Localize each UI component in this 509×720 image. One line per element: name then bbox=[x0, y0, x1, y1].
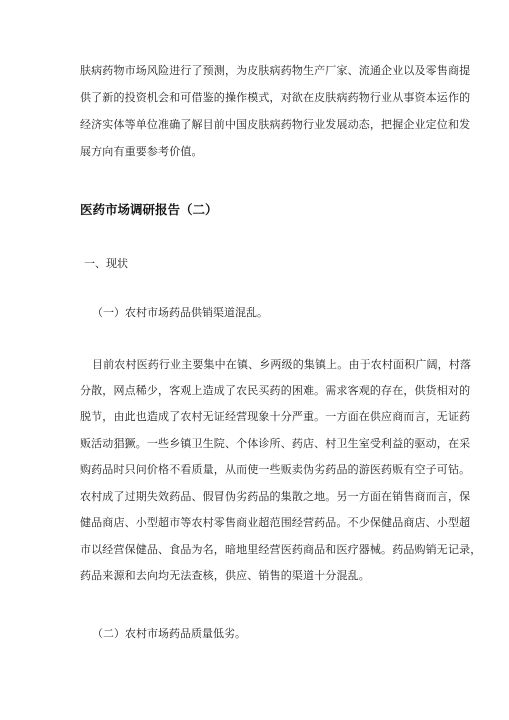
body-line: 目前农村医药行业主要集中在镇、乡两级的集镇上。由于农村面积广阔，村落 bbox=[92, 358, 472, 371]
intro-line: 肤病药物市场风险进行了预测，为皮肤病药物生产厂家、流通企业以及零售商提 bbox=[80, 64, 471, 77]
body-line: 药品来源和去向均无法查核，供应、销售的渠道十分混乱。 bbox=[80, 569, 370, 582]
intro-line: 展方向有重要参考价值。 bbox=[80, 145, 203, 158]
body-line: 市以经营保健品、食品为名，暗地里经营医药商品和医疗器械。药品购销无记录， bbox=[80, 543, 482, 556]
body-line: 购药品时只问价格不看质量，从而使一些贩卖伪劣药品的游医药贩有空子可钻。 bbox=[80, 463, 471, 476]
intro-line: 供了新的投资机会和可借鉴的操作模式，对欲在皮肤病药物行业从事资本运作的 bbox=[80, 91, 471, 104]
body-line: 贩活动猖獗。一些乡镇卫生院、个体诊所、药店、村卫生室受利益的驱动，在采 bbox=[80, 437, 471, 450]
body-line: 脱节，由此也造成了农村无证经营现象十分严重。一方面在供应商而言，无证药 bbox=[80, 410, 471, 423]
subsection-heading: （一）农村市场药品供销渠道混乱。 bbox=[92, 306, 268, 319]
section-title: 医药市场调研报告（二） bbox=[80, 202, 218, 217]
body-line: 健品商店、小型超市等农村零售商业超范围经营药品。不少保健品商店、小型超 bbox=[80, 516, 471, 529]
body-line: 分散，网点稀少，客观上造成了农民买药的困难。需求客观的存在，供货相对的 bbox=[80, 384, 471, 397]
subsection-heading: （二）农村市场药品质量低劣。 bbox=[92, 627, 246, 640]
section-heading: 一、现状 bbox=[84, 257, 128, 270]
body-line: 农村成了过期失效药品、假冒伪劣药品的集散之地。另一方面在销售商而言，保 bbox=[80, 490, 471, 503]
intro-line: 经济实体等单位准确了解目前中国皮肤病药物行业发展动态，把握企业定位和发 bbox=[80, 118, 471, 131]
